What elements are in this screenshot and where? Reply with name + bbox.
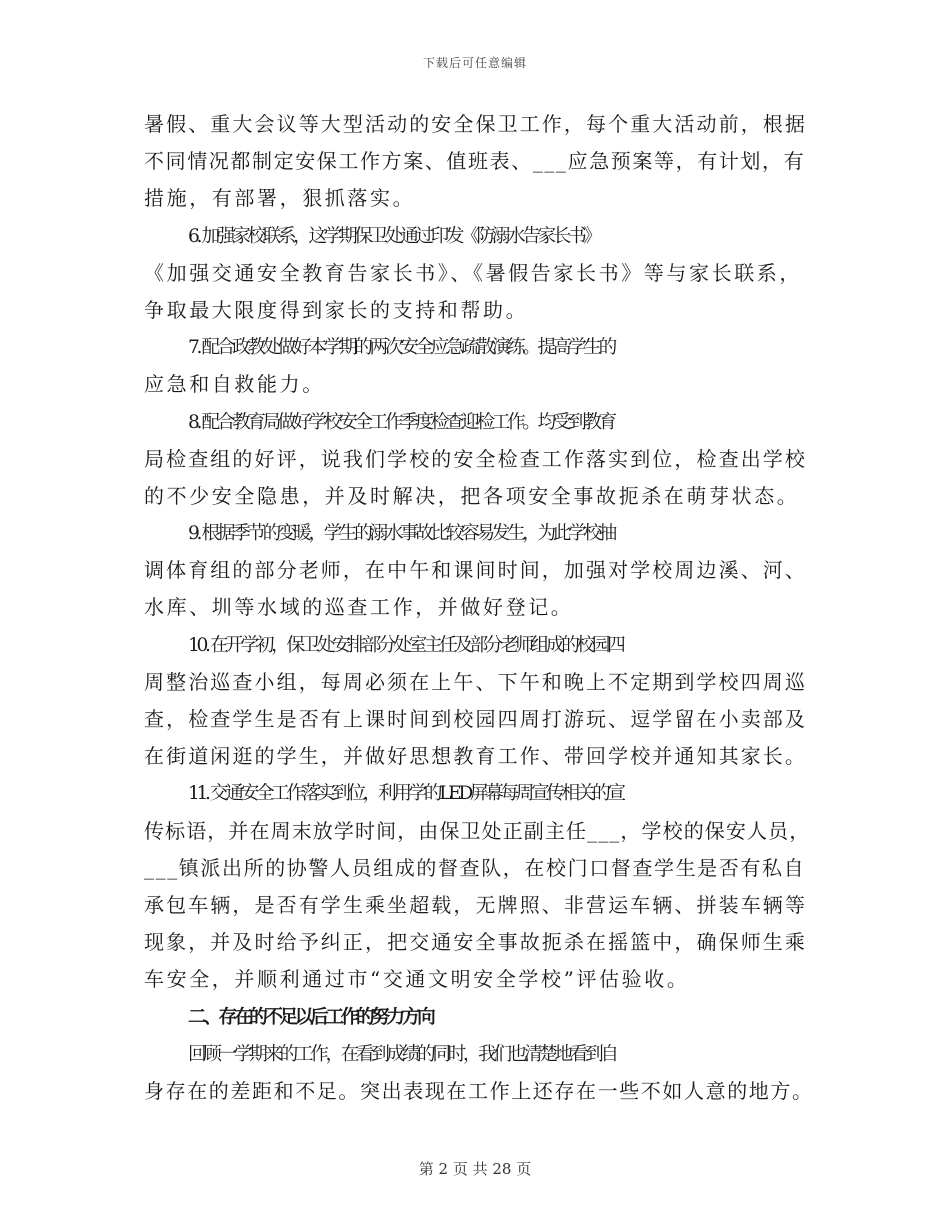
text-line: 7. 配合政教处做好本学期的两次安全应急疏散演练。提高学生的	[188, 337, 614, 359]
text-line: 周整治巡查小组，每周必须在上午、下午和晚上不定期到学校四周巡	[144, 669, 807, 694]
text-line: 争取最大限度得到家长的支持和帮助。	[144, 297, 529, 322]
text-line: 措施，有部署，狠抓落实。	[144, 186, 416, 211]
text-line: 调体育组的部分老师，在中午和课间时间，加强对学校周边溪、河、	[144, 558, 807, 583]
text-line: 11. 交通安全工作落实到位，利用学的LED屏幕每周宣传相关的宣	[188, 783, 623, 805]
text-line: 的不少安全隐患，并及时解决，把各项安全事故扼杀在萌芽状态。	[144, 483, 800, 508]
text-line: 身存在的差距和不足。突出表现在工作上还存在一些不如人意的地方。	[144, 1078, 814, 1103]
text-line: 10. 在开学初，保卫处安排部分处室主任及部分老师组成的校园四	[188, 634, 623, 656]
text-line: 现象，并及时给予纠正，把交通安全事故扼杀在摇篮中，确保师生乘	[144, 930, 807, 955]
text-line: 水库、圳等水域的巡查工作，并做好登记。	[144, 595, 574, 620]
page-header: 下载后可任意编辑	[422, 56, 527, 70]
text-line: 8. 配合教育局做好学校安全工作季度检查迎检工作。均受到教育	[188, 411, 614, 433]
document-body	[144, 106, 814, 1110]
text-line: 应急和自救能力。	[144, 372, 325, 397]
text-line: 查，检查学生是否有上课时间到校园四周打游玩、逗学留在小卖部及	[144, 707, 807, 731]
text-line: 承包车辆，是否有学生乘坐超载，无牌照、非营运车辆、拼装车辆等	[144, 892, 807, 917]
text-line: 不同情况都制定安保工作方案、值班表、___应急预案等，有计划，有	[144, 149, 806, 174]
text-line: 局检查组的好评，说我们学校的安全检查工作落实到位，检查出学校	[144, 446, 807, 471]
text-line: ___镇派出所的协警人员组成的督查队，在校门口督查学生是否有私自	[144, 855, 806, 880]
section-heading: 二、存在的不足以后工作的努力方向	[188, 1005, 433, 1028]
text-line: 在街道闲逛的学生，并做好思想教育工作、带回学校并通知其家长。	[144, 744, 807, 769]
text-line: 《加强交通安全教育告家长书》、《暑假告家长书》等与家长联系，	[144, 260, 802, 285]
text-line: 6. 加强家校联系，这学期保卫处通过印发《防溺水告家长书》	[188, 225, 599, 247]
text-line: 9. 根据季节的变暖，学生的溺水事故比较容易发生，为此学校抽	[188, 523, 614, 545]
text-line: 暑假、重大会议等大型活动的安全保卫工作，每个重大活动前，根据	[144, 112, 807, 136]
text-line: 车安全，并顺利通过市“交通文明安全学校”评估验收。	[144, 967, 690, 992]
text-line: 传标语，并在周末放学时间，由保卫处正副主任___，学校的保安人员，	[144, 818, 811, 843]
page-footer: 第 2 页 共 28 页	[418, 1160, 532, 1178]
text-line: 回顾一学期来的工作，在看到成绩的同时，我们也清楚地看到自	[188, 1043, 616, 1065]
